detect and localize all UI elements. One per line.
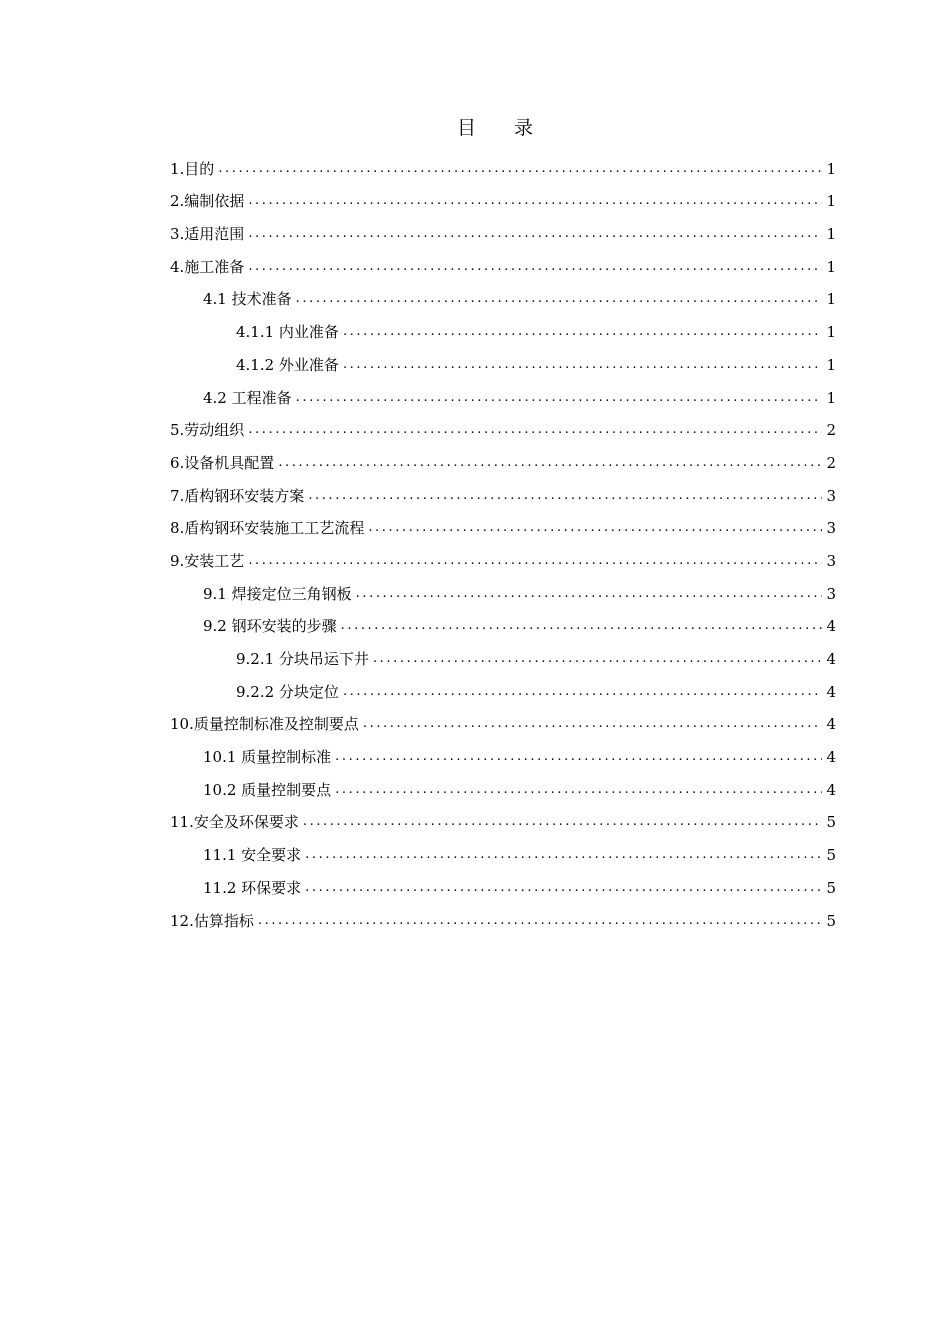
- toc-entry[interactable]: [170, 573, 836, 606]
- toc-entry[interactable]: [170, 834, 836, 867]
- toc-entry-text: 12.估算指标: [170, 911, 254, 930]
- toc-page-number: 3: [826, 551, 836, 570]
- toc-entry-text: 4.2 工程准备: [203, 388, 292, 407]
- toc-dot-leader: [258, 909, 822, 933]
- toc-dot-leader: [343, 680, 822, 704]
- toc-dot-leader: [248, 222, 822, 246]
- toc-entry-text: 9.安装工艺: [170, 551, 245, 570]
- toc-title-right: 录: [514, 117, 534, 139]
- toc-entry[interactable]: [170, 442, 836, 475]
- toc-entry-text: 9.2 钢环安装的步骤: [203, 617, 337, 636]
- toc-page-number: 5: [826, 813, 836, 832]
- toc-dot-leader: [335, 778, 822, 802]
- toc-page-number: 5: [826, 911, 836, 930]
- toc-dot-leader: [248, 255, 822, 279]
- toc-entry-text: 4.1 技术准备: [203, 290, 292, 309]
- toc-entry-text: 11.2 环保要求: [203, 878, 302, 897]
- toc-entry-text: 2.编制依据: [170, 192, 245, 211]
- toc-entry[interactable]: [170, 148, 836, 181]
- toc-page-number: 4: [826, 715, 836, 734]
- toc-dot-leader: [356, 582, 822, 606]
- toc-page-number: 1: [826, 192, 836, 211]
- toc-dot-leader: [373, 647, 822, 671]
- table-of-contents: [170, 148, 836, 933]
- toc-page-number: 1: [826, 388, 836, 407]
- toc-page-number: 4: [826, 682, 836, 701]
- toc-entry[interactable]: [170, 736, 836, 769]
- toc-page-number: 5: [826, 846, 836, 865]
- toc-dot-leader: [248, 549, 822, 573]
- toc-entry[interactable]: [170, 475, 836, 508]
- toc-entry[interactable]: [170, 638, 836, 671]
- toc-dot-leader: [296, 287, 822, 311]
- toc-entry[interactable]: [170, 671, 836, 704]
- toc-entry-text: 9.2.1 分块吊运下井: [236, 650, 369, 668]
- toc-entry[interactable]: [170, 181, 836, 214]
- toc-entry-text: 10.质量控制标准及控制要点: [170, 715, 359, 734]
- toc-page-number: 3: [826, 584, 836, 603]
- toc-entry[interactable]: [170, 279, 836, 312]
- toc-entry-text: 11.1 安全要求: [203, 846, 302, 865]
- toc-entry[interactable]: [170, 900, 836, 933]
- toc-dot-leader: [308, 484, 822, 508]
- toc-entry-text: 8.盾构钢环安装施工工艺流程: [170, 519, 365, 538]
- toc-entry-text: 1.目的: [170, 159, 215, 178]
- toc-dot-leader: [296, 386, 822, 410]
- toc-page-number: 1: [826, 225, 836, 244]
- toc-page-number: 3: [826, 486, 836, 505]
- toc-entry-text: 5.劳动组织: [170, 421, 245, 440]
- toc-entry[interactable]: [170, 508, 836, 541]
- toc-title: [0, 113, 950, 140]
- toc-page-number: 1: [826, 159, 836, 178]
- toc-entry-text: 7.盾构钢环安装方案: [170, 486, 305, 505]
- toc-entry[interactable]: [170, 769, 836, 802]
- toc-entry-text: 9.2.2 分块定位: [236, 682, 339, 701]
- toc-page-number: 1: [826, 355, 836, 374]
- toc-page-number: 1: [826, 323, 836, 342]
- toc-dot-leader: [343, 353, 822, 377]
- toc-dot-leader: [341, 614, 822, 638]
- toc-entry[interactable]: [170, 802, 836, 835]
- toc-entry[interactable]: [170, 344, 836, 377]
- toc-dot-leader: [248, 418, 822, 442]
- toc-dot-leader: [303, 810, 822, 834]
- toc-page-number: 4: [826, 748, 836, 767]
- toc-dot-leader: [248, 189, 822, 213]
- toc-entry[interactable]: [170, 377, 836, 410]
- toc-page-number: 4: [826, 780, 836, 799]
- toc-entry[interactable]: [170, 540, 836, 573]
- toc-entry[interactable]: [170, 213, 836, 246]
- toc-entry-text: 9.1 焊接定位三角钢板: [203, 584, 352, 603]
- toc-dot-leader: [278, 451, 822, 475]
- toc-dot-leader: [305, 876, 822, 900]
- toc-page-number: 5: [826, 878, 836, 897]
- toc-entry[interactable]: [170, 704, 836, 737]
- toc-dot-leader: [335, 745, 822, 769]
- toc-entry-text: 4.1.2 外业准备: [236, 355, 339, 374]
- toc-entry-text: 10.1 质量控制标准: [203, 748, 332, 767]
- toc-page-number: 2: [826, 421, 836, 440]
- toc-page-number: 2: [826, 453, 836, 472]
- toc-entry[interactable]: [170, 606, 836, 639]
- toc-page-number: 4: [826, 650, 836, 668]
- toc-page-number: 1: [826, 257, 836, 276]
- toc-entry[interactable]: [170, 410, 836, 443]
- toc-dot-leader: [305, 843, 822, 867]
- toc-dot-leader: [363, 712, 822, 736]
- toc-entry[interactable]: [170, 311, 836, 344]
- toc-page-number: 4: [826, 617, 836, 636]
- toc-entry-text: 3.适用范围: [170, 225, 245, 244]
- toc-page-number: 3: [826, 519, 836, 538]
- toc-dot-leader: [343, 320, 822, 344]
- toc-dot-leader: [368, 516, 822, 540]
- toc-entry-text: 4.施工准备: [170, 257, 245, 276]
- toc-title-left: 目: [456, 117, 476, 139]
- toc-entry-text: 11.安全及环保要求: [170, 813, 299, 832]
- toc-dot-leader: [218, 157, 822, 181]
- toc-entry[interactable]: [170, 246, 836, 279]
- toc-page-number: 1: [826, 290, 836, 309]
- toc-entry[interactable]: [170, 867, 836, 900]
- toc-entry-text: 10.2 质量控制要点: [203, 780, 332, 799]
- toc-entry-text: 6.设备机具配置: [170, 453, 275, 472]
- toc-entry-text: 4.1.1 内业准备: [236, 323, 339, 342]
